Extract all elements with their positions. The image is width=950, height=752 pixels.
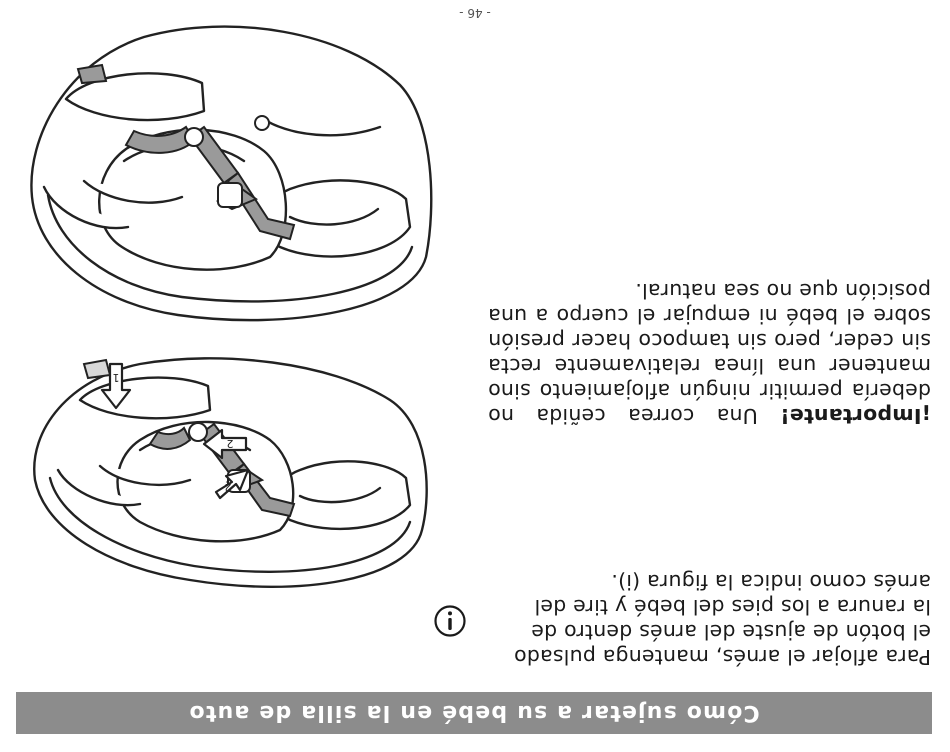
section-title: Cómo sujetar a su bebé en la silla de auto [188, 700, 760, 726]
important-text: Una correa ceñida no debería permitir ningún aflojamiento sino mantener una línea relativamente recta sin ceder, pero sin tampoco hacer presión sobre el bebé ni empujar el cuerpo a una posición que no sea natural. [488, 279, 931, 428]
important-paragraph [488, 278, 931, 428]
figure-loosen-harness [22, 342, 440, 600]
important-label: ¡Importante! [780, 404, 931, 428]
figure-fitted-harness [22, 17, 440, 337]
page-number: - 46 - [459, 6, 491, 20]
section-header [16, 692, 932, 734]
instruction-paragraph: Para aflojar el arnés, mantenga pulsado el botón de ajuste del arnés dentro de la ranura a los pies del bebé y tire del arnés como indica la figura (i). [513, 570, 931, 669]
arrow-1-label: 1 [112, 371, 120, 384]
arrow-2-label: 2 [226, 437, 234, 450]
arrow-3-label: 2 [224, 481, 232, 494]
exclamation-circle-icon [433, 604, 467, 638]
